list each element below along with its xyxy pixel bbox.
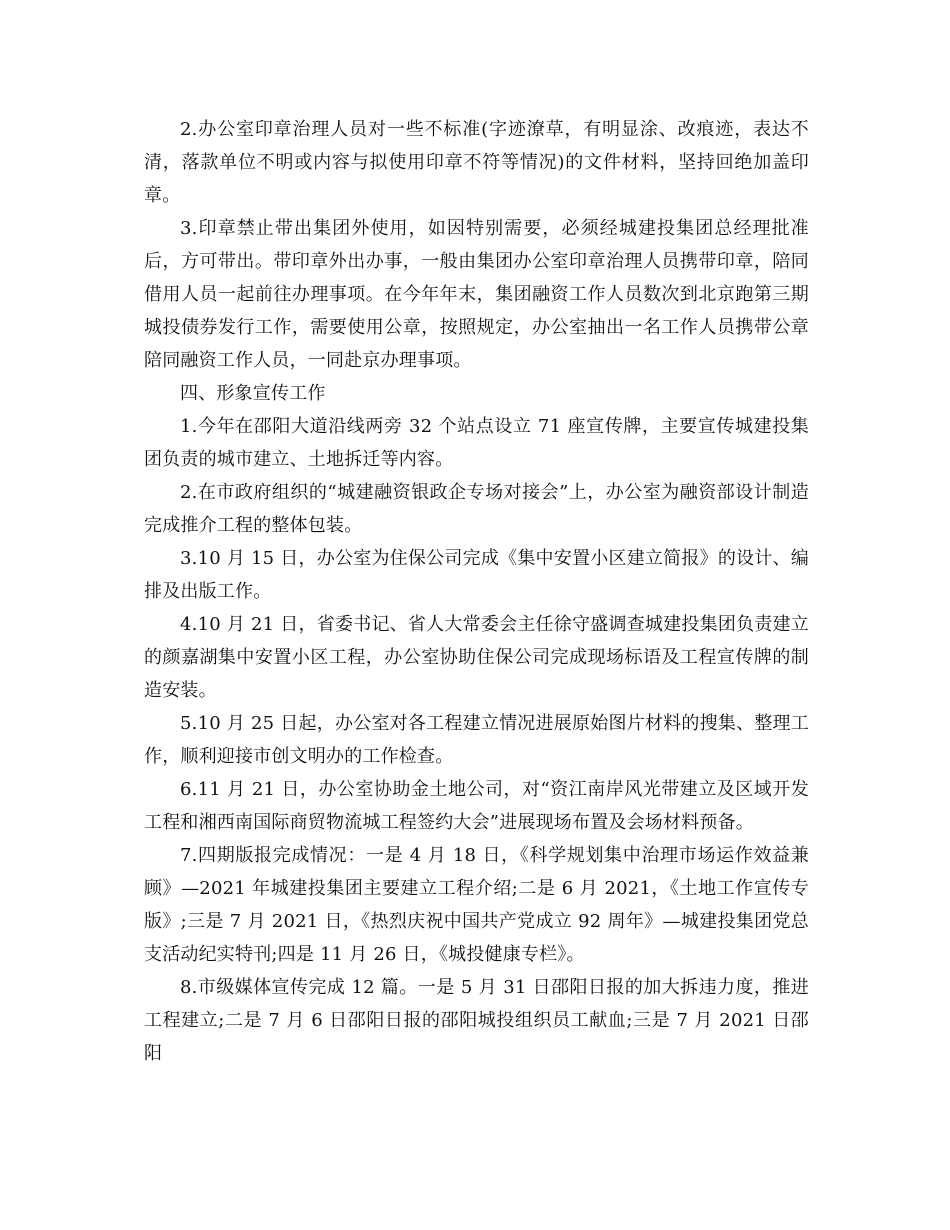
section-heading-image-publicity: 四、形象宣传工作 xyxy=(180,383,326,404)
paragraph-financing-meeting: 2.在市政府组织的“城建融资银政企专场对接会”上，办公室为融资部设计制造完成推介工程的整体包装。 xyxy=(144,482,809,536)
paragraph-bulletin-issues: 7.四期版报完成情况：一是 4 月 18 日，《科学规划集中治理市场运作效益兼顾》—2021 年城建投集团主要建立工程介绍;二是 6 月 2021，《土地工作宣传专版》;三是 7 月 2021 日，《热烈庆祝中国共产党成立 92 周年》—城建投集团党总支活动纪实特刊;四是 11 月 26 日，《城投健康专栏》。 xyxy=(144,845,809,965)
paragraph-provincial-inspection: 4.10 月 21 日，省委书记、省人大常委会主任徐守盛调查城建投集团负责建立的颜嘉湖集中安置小区工程，办公室协助住保公司完成现场标语及工程宣传牌的制造安装。 xyxy=(144,614,809,701)
document-body xyxy=(144,113,809,1070)
paragraph-seal-rejection: 2.办公室印章治理人员对一些不标准(字迹潦草，有明显涂、改痕迹，表达不清，落款单位不明或内容与拟使用印章不符等情况)的文件材料，坚持回绝加盖印章。 xyxy=(144,119,809,206)
paragraph-resettlement-bulletin: 3.10 月 15 日，办公室为住保公司完成《集中安置小区建立简报》的设计、编排及出版工作。 xyxy=(144,548,809,602)
paragraph-seal-external-use: 3.印章禁止带出集团外使用，如因特别需要，必须经城建投集团总经理批准后，方可带出。带印章外出办事，一般由集团办公室印章治理人员携带印章，陪同借用人员一起前往办理事项。在今年年末，集团融资工作人员数次到北京跑第三期城投债券发行工作，需要使用公章，按照规定，办公室抽出一名工作人员携带公章陪同融资工作人员，一同赴京办理事项。 xyxy=(144,218,809,371)
paragraph-signing-conference: 6.11 月 21 日，办公室协助金土地公司，对“资江南岸风光带建立及区域开发工程和湘西南国际商贸物流城工程签约大会”进展现场布置及会场材料预备。 xyxy=(144,779,809,833)
paragraph-media-publicity: 8.市级媒体宣传完成 12 篇。一是 5 月 31 日邵阳日报的加大拆违力度，推进工程建立;二是 7 月 6 日邵阳日报的邵阳城投组织员工献血;三是 7 月 2021 日邵阳 xyxy=(144,977,809,1064)
paragraph-photo-materials: 5.10 月 25 日起，办公室对各工程建立情况进展原始图片材料的搜集、整理工作，顺利迎接市创文明办的工作检查。 xyxy=(144,713,809,767)
paragraph-publicity-boards: 1.今年在邵阳大道沿线两旁 32 个站点设立 71 座宣传牌，主要宣传城建投集团负责的城市建立、土地拆迁等内容。 xyxy=(144,416,809,470)
